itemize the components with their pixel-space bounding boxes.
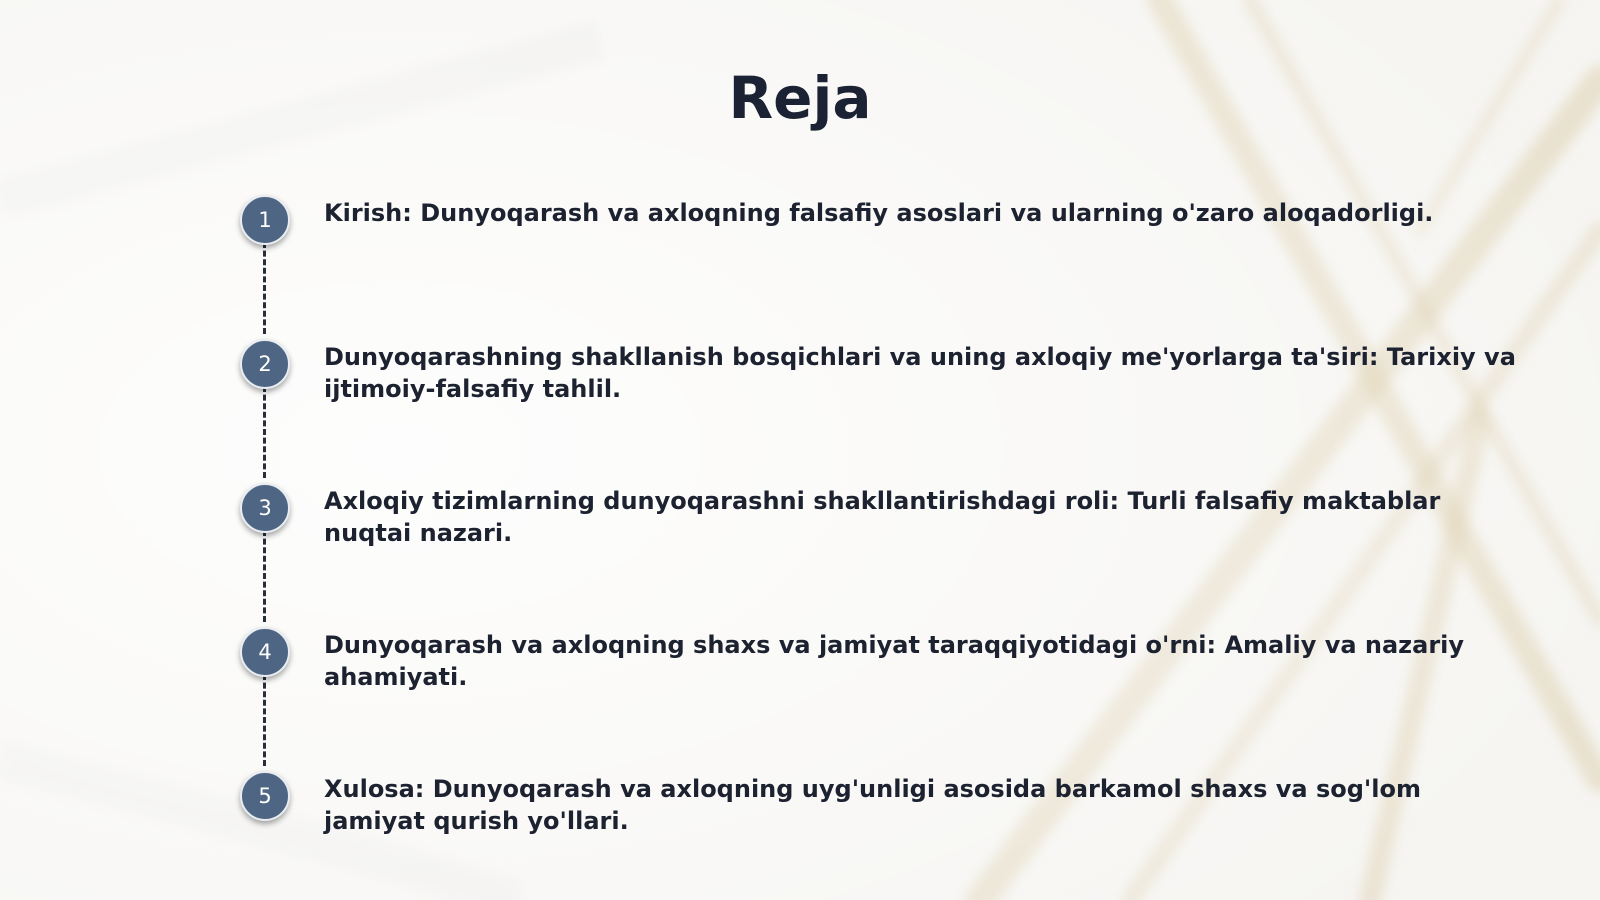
plan-step-3 bbox=[0, 483, 1600, 573]
plan-step-5 bbox=[0, 771, 1600, 861]
plan-step-2 bbox=[0, 339, 1600, 429]
plan-step-4 bbox=[0, 627, 1600, 717]
step-text: Xulosa: Dunyoqarash va axloqning uyg'unligi asosida barkamol shaxs va sog'lom jamiyat qurish yo'llari. bbox=[324, 775, 1422, 835]
slide-title: Reja bbox=[728, 64, 872, 132]
step-text: Dunyoqarash va axloqning shaxs va jamiyat taraqqiyotidagi o'rni: Amaliy va nazariy ahamiyati. bbox=[324, 631, 1465, 691]
plan-step-1 bbox=[0, 195, 1600, 285]
step-number-badge: 4 bbox=[240, 627, 290, 677]
step-number-badge: 5 bbox=[240, 771, 290, 821]
step-number-badge: 3 bbox=[240, 483, 290, 533]
step-text: Kirish: Dunyoqarash va axloqning falsafiy asoslari va ularning o'zaro aloqadorligi. bbox=[324, 199, 1434, 227]
step-text: Axloqiy tizimlarning dunyoqarashni shakllantirishdagi roli: Turli falsafiy maktablar nuqtai nazari. bbox=[324, 487, 1441, 547]
step-text: Dunyoqarashning shakllanish bosqichlari va uning axloqiy me'yorlarga ta'siri: Tarixiy va ijtimoiy-falsafiy tahlil. bbox=[324, 343, 1516, 403]
step-number-badge: 1 bbox=[240, 195, 290, 245]
step-number-badge: 2 bbox=[240, 339, 290, 389]
